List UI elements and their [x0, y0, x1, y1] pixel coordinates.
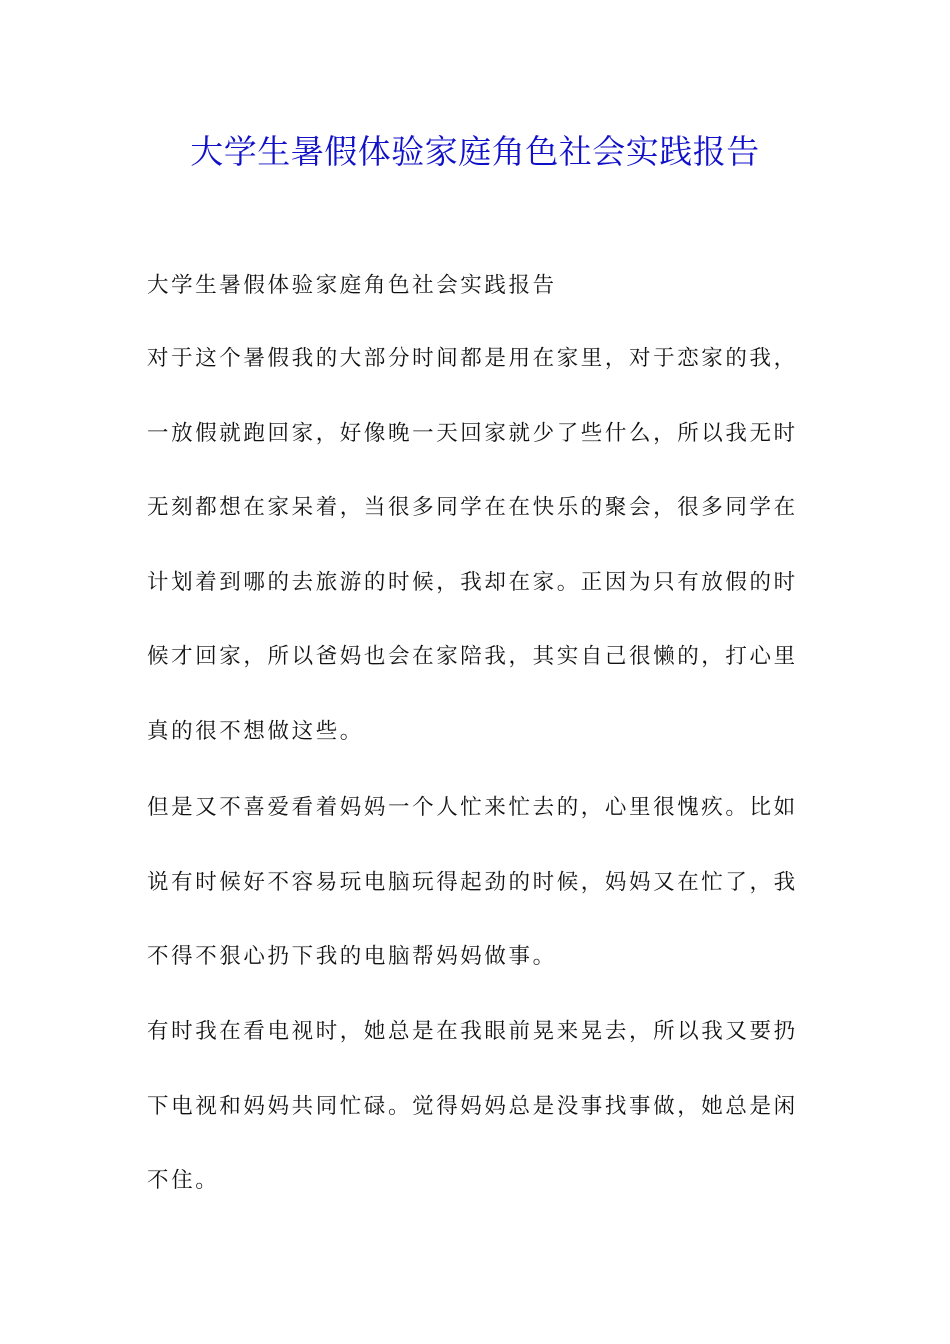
paragraph: 有时我在看电视时，她总是在我眼前晃来晃去，所以我又要扔下电视和妈妈共同忙碌。觉得妈妈总是没事找事做，她总是闲不住。: [147, 1019, 798, 1193]
paragraph: 但是又不喜爱看着妈妈一个人忙来忙去的，心里很愧疚。比如说有时候好不容易玩电脑玩得起劲的时候，妈妈又在忙了，我不得不狠心扔下我的电脑帮妈妈做事。: [147, 795, 798, 969]
document-subtitle: 大学生暑假体验家庭角色社会实践报告: [147, 273, 557, 298]
document-title: 大学生暑假体验家庭角色社会实践报告: [190, 132, 760, 171]
paragraph: 对于这个暑假我的大部分时间都是用在家里，对于恋家的我，一放假就跑回家，好像晚一天回家就少了些什么，所以我无时无刻都想在家呆着，当很多同学在在快乐的聚会，很多同学在计划着到哪的去旅游的时候，我却在家。正因为只有放假的时候才回家，所以爸妈也会在家陪我，其实自己很懒的，打心里真的很不想做这些。: [147, 346, 798, 744]
